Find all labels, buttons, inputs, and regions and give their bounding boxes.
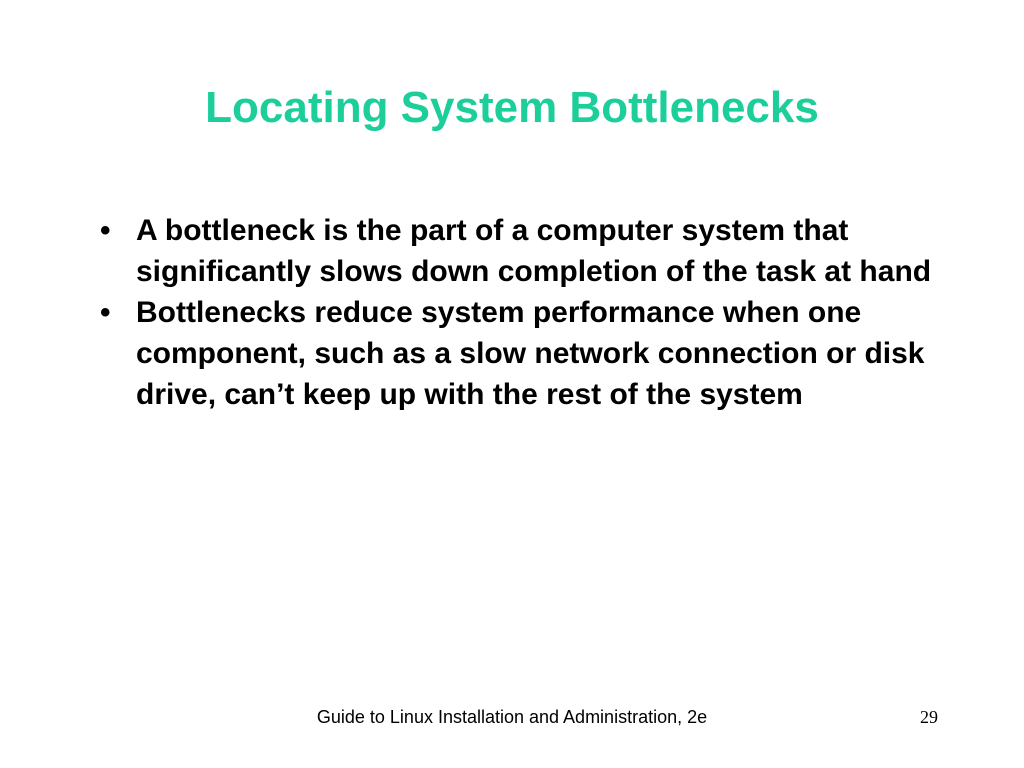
page-number: 29 [920,707,938,727]
bullet-text: Bottlenecks reduce system performance when one component, such as a slow network connection or disk drive, can’t keep up with the rest of the system [136,296,925,411]
bullet-list [96,210,966,415]
bullet-item [96,210,966,292]
slide-title: Locating System Bottlenecks [205,83,819,132]
bullet-marker-icon: • [100,296,111,329]
bullet-text: A bottleneck is the part of a computer system that significantly slows down completion of the task at hand [136,214,932,288]
bullet-marker-icon: • [100,214,111,247]
slide-footer: Guide to Linux Installation and Administration, 2e [316,707,708,727]
bullet-item [96,292,966,415]
